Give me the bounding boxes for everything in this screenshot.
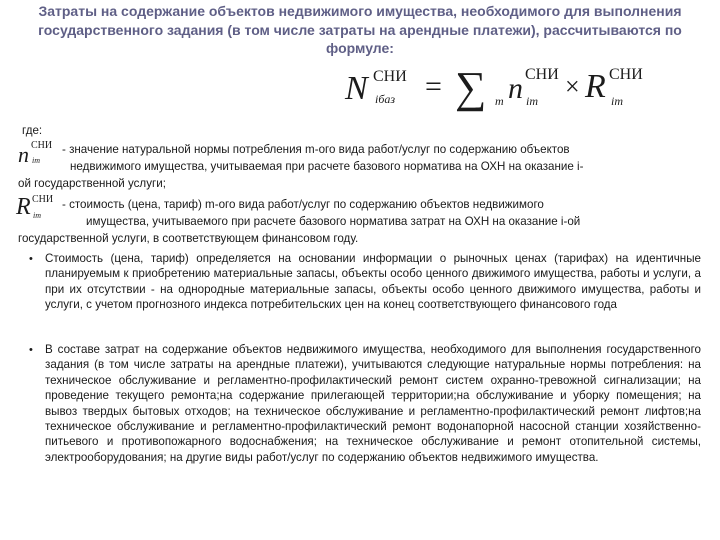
def2-line1: - стоимость (цена, тариф) m-ого вида работ/услуг по содержанию объектов недвижимого bbox=[62, 198, 544, 211]
formula-n-symbol: n bbox=[508, 72, 523, 105]
formula-equals: = bbox=[425, 70, 442, 103]
def1-symbol bbox=[18, 140, 62, 168]
def2-symbol-sup: СНИ bbox=[32, 194, 54, 205]
formula-n-sub: im bbox=[526, 94, 538, 108]
bullet-2-text: В составе затрат на содержание объектов недвижимого имущества, необходимого для выполнения государственного задания (в том числе затраты на арендные платежи), учитываются следующие натуральные нормы потребления: на техническое обслуживание и регламентно-профилактический ремонт систем охранно-тревожной сигнализации; на проведение текущего ремонта;на содержание прилегающей территории;на обслуживание и уборку помещения; на вывоз твердых бытовых отходов; на техническое обслуживание и регламентно-профилактический ремонт лифтов;на техническое обслуживание и регламентно-профилактический ремонт водонапорной насосной станции хозяйственно-питьевого и противопожарного водоснабжения; на техническое обслуживание и ремонт отопительной системы, электрооборудования; на другие виды работ/услуг по содержанию объектов недвижимого имущества. bbox=[45, 343, 701, 464]
def1-symbol-sub: im bbox=[32, 156, 40, 165]
formula-lhs-sub: iбаз bbox=[375, 92, 396, 106]
where-label: где: bbox=[22, 124, 43, 137]
bullet-2-marker: • bbox=[29, 344, 33, 356]
def1-symbol-letter: n bbox=[18, 142, 29, 167]
cost-formula bbox=[345, 64, 655, 112]
formula-r-symbol: R bbox=[585, 68, 606, 105]
def2-symbol-letter: R bbox=[16, 194, 31, 220]
def1-line1: - значение натуральной нормы потребления m-ого вида работ/услуг по содержанию объектов bbox=[62, 143, 570, 156]
def2-symbol bbox=[16, 194, 62, 224]
formula-sum-sign: ∑ bbox=[455, 63, 487, 112]
heading: Затраты на содержание объектов недвижимого имущества, необходимого для выполнения государственного задания (в том числе затраты на арендные платежи), рассчитываются по формуле: bbox=[38, 3, 682, 57]
formula-sum-index: m bbox=[495, 94, 504, 108]
formula-lhs-sup: СНИ bbox=[373, 68, 407, 85]
def2-line2: имущества, учитываемого при расчете базового норматива затрат на ОХН на оказание i-ой bbox=[86, 215, 581, 228]
formula-r-sub: im bbox=[611, 94, 623, 108]
formula-lhs-symbol: N bbox=[345, 70, 368, 107]
formula-times: × bbox=[565, 72, 580, 101]
def2-line3: государственной услуги, в соответствующем финансовом году. bbox=[18, 232, 359, 245]
bullet-1-text: Стоимость (цена, тариф) определяется на основании информации о рыночных ценах (тарифах) на идентичные планируемым к приобретению материальные запасы, объекты особо ценного движимого имущества, работы и услуги, а при их отсутствии - на однородные материальные запасы, объекты особо ценного движимого имущества, работы и услуги, с учетом прогнозного индекса потребительских цен на конец соответствующего финансового года bbox=[45, 252, 701, 312]
def1-line3: ой государственной услуги; bbox=[18, 177, 166, 190]
formula-r-sup: СНИ bbox=[609, 66, 643, 83]
formula-n-sup: СНИ bbox=[525, 66, 559, 83]
bullet-1-marker: • bbox=[29, 253, 33, 265]
def1-symbol-sup: СНИ bbox=[31, 140, 53, 151]
def1-line2: недвижимого имущества, учитываемая при расчете базового норматива на ОХН на оказание i- bbox=[70, 160, 584, 173]
def2-symbol-sub: im bbox=[33, 211, 41, 220]
